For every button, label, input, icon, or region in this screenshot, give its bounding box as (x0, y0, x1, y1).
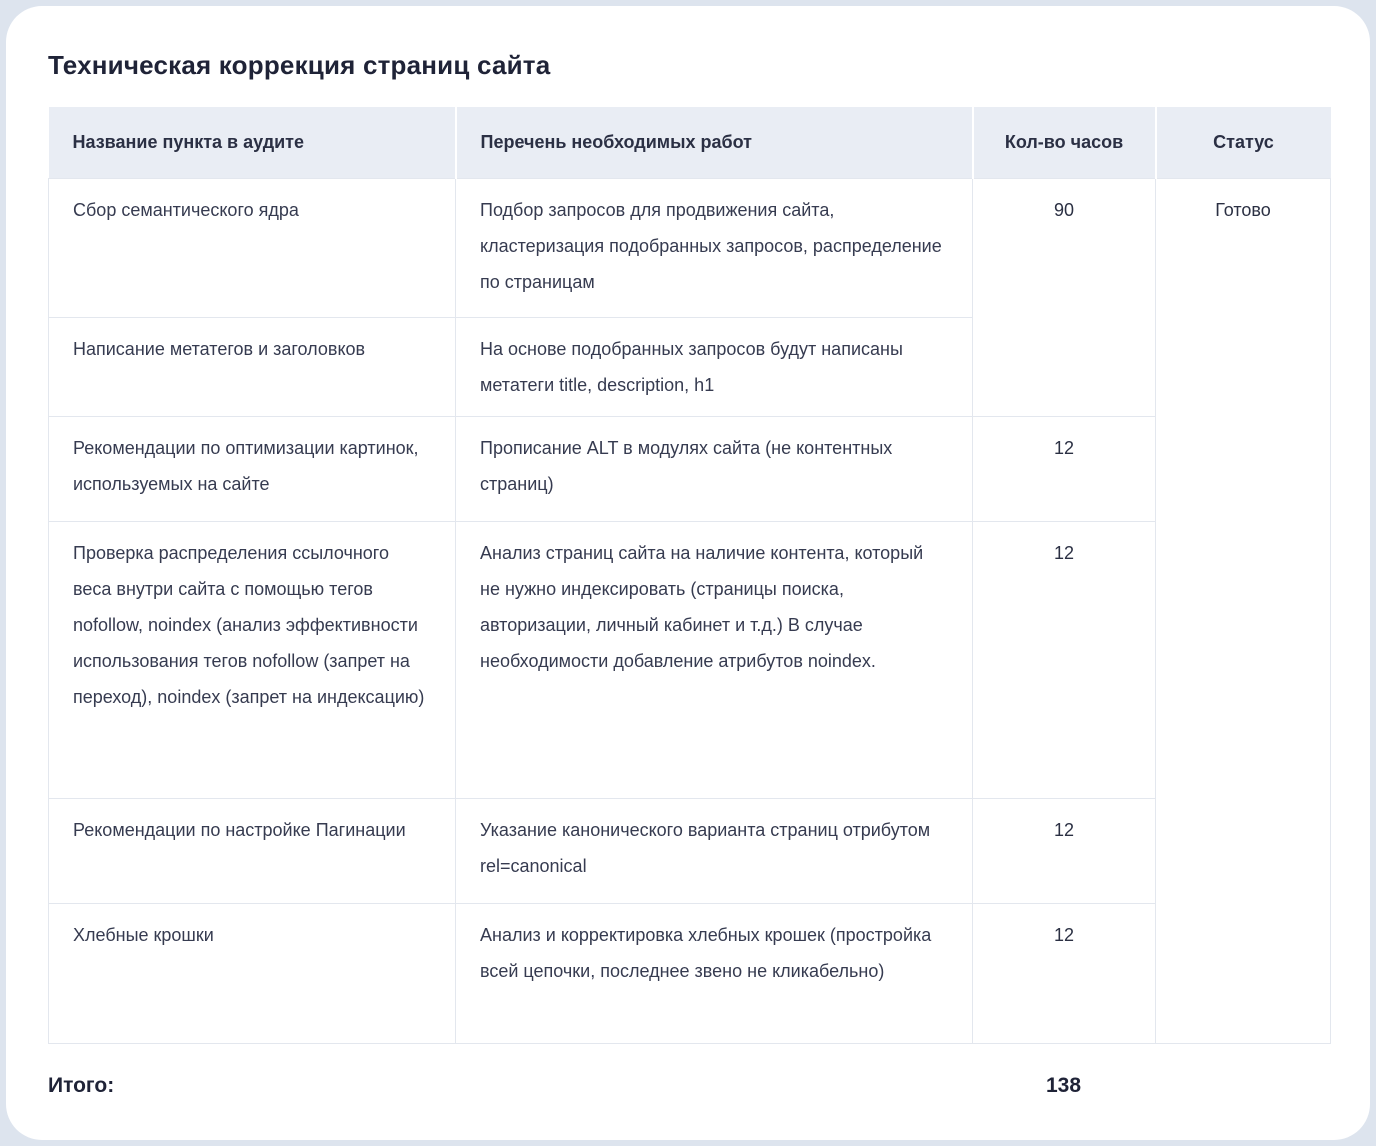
column-header-status: Статус (1156, 107, 1331, 178)
cell-name: Проверка распределения ссылочного веса внутри сайта с помощью тегов nofollow, noindex (анализ эффективности использования тегов nofollow (запрет на переход), noindex (запрет на индексацию) (49, 521, 456, 798)
cell-work: Прописание ALT в модулях сайта (не контентных страниц) (456, 416, 973, 521)
cell-hours: 12 (973, 416, 1156, 521)
cell-work: Подбор запросов для продвижения сайта, кластеризация подобранных запросов, распределение по страницам (456, 178, 973, 317)
work-items-table (48, 107, 1331, 1044)
page-title: Техническая коррекция страниц сайта (48, 50, 551, 80)
cell-hours: 90 (973, 178, 1156, 416)
table-row (49, 178, 1331, 317)
cell-name: Рекомендации по оптимизации картинок, используемых на сайте (49, 416, 456, 521)
column-header-name: Название пункта в аудите (49, 107, 456, 178)
table-row (49, 903, 1331, 1043)
cell-work: Анализ и корректировка хлебных крошек (простройка всей цепочки, последнее звено не кликабельно) (456, 903, 973, 1043)
table-row (49, 416, 1331, 521)
totals-value: 138 (1045, 1073, 1082, 1097)
cell-name: Написание метатегов и заголовков (49, 317, 456, 416)
content-card (6, 6, 1370, 1140)
column-header-work: Перечень необходимых работ (456, 107, 973, 178)
table-header (49, 107, 1331, 178)
cell-status: Готово (1156, 178, 1331, 1043)
cell-work: На основе подобранных запросов будут написаны метатеги title, description, h1 (456, 317, 973, 416)
cell-name: Хлебные крошки (49, 903, 456, 1043)
cell-work: Указание канонического варианта страниц отрибутом rel=canonical (456, 798, 973, 903)
cell-name: Рекомендации по настройке Пагинации (49, 798, 456, 903)
cell-hours: 12 (973, 798, 1156, 903)
totals-label: Итого: (48, 1073, 115, 1097)
cell-work: Анализ страниц сайта на наличие контента, который не нужно индексировать (страницы поиска, авторизации, личный кабинет и т.д.) В случае необходимости добавление атрибутов noindex. (456, 521, 973, 798)
table-row (49, 521, 1331, 798)
table-row (49, 798, 1331, 903)
cell-name: Сбор семантического ядра (49, 178, 456, 317)
cell-hours: 12 (973, 903, 1156, 1043)
column-header-hours: Кол-во часов (973, 107, 1156, 178)
totals-row (48, 1074, 1330, 1104)
cell-hours: 12 (973, 521, 1156, 798)
